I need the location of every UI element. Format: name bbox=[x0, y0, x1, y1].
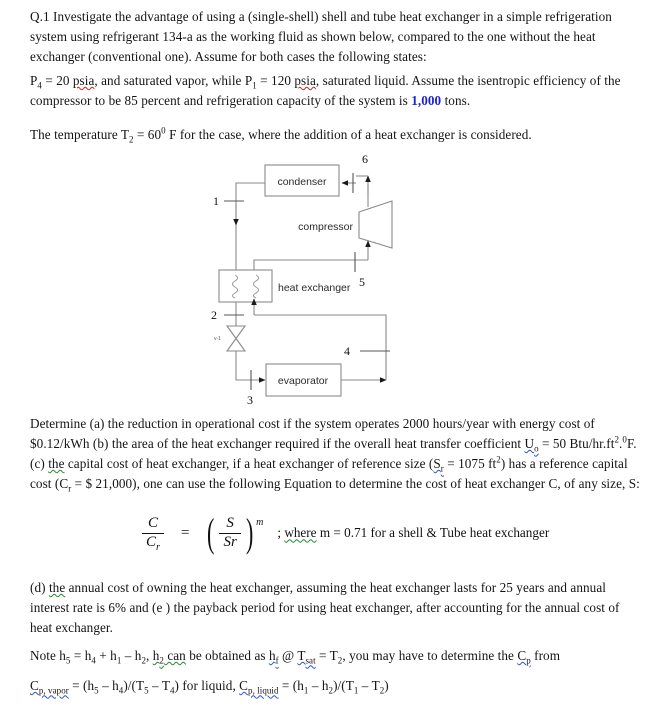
psia-word-1: psia bbox=[72, 73, 95, 88]
temperature-tail: F for the case, where the addition of a heat exchanger is considered. bbox=[165, 127, 532, 142]
note-can-word: can bbox=[163, 648, 186, 663]
tail-prefix: ; bbox=[277, 525, 285, 541]
cp-seg-d: – T bbox=[148, 678, 170, 693]
temperature-equals: = 60 bbox=[133, 127, 162, 142]
degree-superscript-f: 0 bbox=[622, 434, 627, 445]
cp-h4-sub: 4 bbox=[118, 685, 124, 696]
note-h1-sub: 1 bbox=[116, 655, 122, 666]
equation-equals-sign: = bbox=[179, 524, 191, 541]
cp-seg-a: = (h bbox=[68, 678, 95, 693]
equation-numerator-c: C bbox=[147, 515, 158, 531]
cp-liquid-subscript: p, liquid bbox=[248, 685, 279, 696]
note-lead: Note h bbox=[30, 648, 66, 663]
state-label-6: 6 bbox=[362, 152, 368, 166]
note-h5-sub: 5 bbox=[65, 655, 71, 666]
p1-symbol: P bbox=[244, 73, 253, 88]
p1-subscript: 1 bbox=[252, 80, 257, 91]
note-seg-e: be obtained as bbox=[185, 648, 269, 663]
note-t2-sub: 2 bbox=[337, 655, 343, 666]
note-hf-sub: f bbox=[275, 655, 279, 666]
cp-t4-sub: 4 bbox=[169, 685, 175, 696]
parenthesized-ratio bbox=[204, 510, 264, 556]
note-h2-word-sub: 2 bbox=[159, 655, 164, 666]
note-h4-sub: 4 bbox=[91, 655, 96, 666]
refrigeration-cycle-diagram bbox=[196, 152, 448, 404]
exponent-m: m bbox=[256, 517, 264, 528]
fraction-s-over-sr bbox=[219, 516, 240, 551]
note-h2-word: h bbox=[152, 648, 160, 663]
state-label-2: 2 bbox=[211, 308, 217, 322]
determine-seg-f: = 1075 ft bbox=[443, 456, 497, 471]
degree-superscript: 0 bbox=[161, 125, 166, 136]
cp-seg-i: – T bbox=[358, 678, 380, 693]
note-tsat-sub: sat bbox=[305, 655, 316, 666]
cp-t2-sub: 2 bbox=[379, 685, 385, 696]
p1-value: = 120 bbox=[256, 73, 295, 88]
paren-open: ( bbox=[207, 510, 215, 556]
cr-base: C bbox=[146, 533, 157, 550]
throttle-valve-shape bbox=[227, 326, 245, 351]
cp-t1-sub: 1 bbox=[353, 685, 359, 696]
cp-vapor-symbol: C bbox=[30, 678, 39, 693]
note-seg-f: @ bbox=[278, 648, 298, 663]
capacity-value: 1,000 bbox=[411, 93, 442, 108]
question-label: Q.1 bbox=[30, 9, 50, 24]
note-cp-sub: p bbox=[526, 655, 531, 666]
line-hx-to-5 bbox=[254, 260, 368, 270]
paren-close: ) bbox=[245, 510, 254, 556]
cr-subscript: r bbox=[68, 483, 72, 494]
capacity-unit: tons. bbox=[441, 93, 471, 108]
cost-scaling-equation bbox=[140, 510, 550, 556]
p4-value: = 20 bbox=[41, 73, 73, 88]
fraction-c-over-cr bbox=[142, 516, 164, 551]
compressor-shape bbox=[359, 201, 392, 248]
psia-word-2: psia bbox=[294, 73, 316, 88]
determine-seg-d: F. (c) bbox=[30, 436, 637, 471]
cp-seg-j: ) bbox=[384, 678, 389, 693]
paragraph-determine bbox=[30, 414, 642, 494]
state-label-5: 5 bbox=[359, 275, 365, 289]
determine-seg-g: ) has a reference capital cost (C bbox=[30, 456, 628, 491]
part-d-text: annual cost of owning the heat exchanger, assuming the heat exchanger lasts for 25 years and annual interest rate is 6% and (e ) the payback period for using heat exchanger, after accounting for the annual cost of heat exchanger. bbox=[30, 580, 620, 635]
ft-superscript: 2 bbox=[614, 434, 620, 445]
states-mid: , and saturated vapor, while bbox=[94, 73, 245, 88]
cp-seg-g: – h bbox=[308, 678, 329, 693]
equation-denominator-sr: Sr bbox=[223, 533, 237, 550]
valve-label: v-1 bbox=[214, 336, 221, 342]
cr-sub-eq: r bbox=[156, 541, 160, 553]
u-symbol: U bbox=[524, 436, 535, 451]
u-subscript: o bbox=[534, 443, 539, 454]
compressor-label: compressor bbox=[298, 221, 353, 233]
p4-symbol: P bbox=[30, 73, 38, 88]
cp-seg-b: – h bbox=[98, 678, 119, 693]
ft2-superscript: 2 bbox=[496, 454, 501, 465]
determine-seg-a: Determine (a) the reduction in operational cost if the system operates 2000 hours/year with energy cost of $0.12/kWh (b) the area of the heat exchanger required if the overall heat transfer coefficient bbox=[30, 416, 595, 451]
cp-h2-sub: 2 bbox=[328, 685, 334, 696]
the-word-d: the bbox=[48, 580, 66, 595]
temperature-lead: The temperature T bbox=[30, 127, 130, 142]
cp-liquid-symbol: C bbox=[239, 678, 249, 693]
paragraph-part-d bbox=[30, 578, 644, 638]
determine-seg-b: = 50 Btu/hr.ft bbox=[538, 436, 615, 451]
cp-vapor-subscript: p, vapor bbox=[38, 685, 69, 696]
cp-seg-h: )/(T bbox=[333, 678, 354, 693]
note-h2-sub: 2 bbox=[141, 655, 146, 666]
state-label-3: 3 bbox=[247, 393, 253, 404]
equation-denominator-cr bbox=[142, 535, 164, 551]
paragraph-intro bbox=[30, 7, 646, 67]
p4-subscript: 4 bbox=[37, 80, 42, 91]
note-seg-b: + h bbox=[95, 648, 117, 663]
determine-seg-e: capital cost of heat exchanger, if a heat exchanger of reference size ( bbox=[64, 456, 434, 471]
the-word-c: the bbox=[48, 456, 65, 471]
paragraph-temperature bbox=[30, 125, 646, 145]
note-tsat-word: T bbox=[297, 648, 306, 663]
tail-text: m = 0.71 for a shell & Tube heat exchanger bbox=[316, 525, 550, 541]
determine-seg-c: . bbox=[619, 436, 623, 451]
intro-text: Investigate the advantage of using a (single-shell) shell and tube heat exchanger in a simple refrigeration system using refrigerant 134-a as the working fluid as shown below, compared to the one without the heat exchanger (conventional one). Assume for both cases the following states: bbox=[30, 9, 612, 64]
note-seg-h: , you may have to determine the bbox=[342, 648, 518, 663]
heat-exchanger-label: heat exchanger bbox=[278, 282, 351, 294]
paragraph-note bbox=[30, 646, 644, 666]
heat-exchanger-box bbox=[219, 270, 272, 302]
s-symbol: S bbox=[433, 456, 441, 471]
evaporator-label: evaporator bbox=[277, 375, 329, 387]
t2-subscript: 2 bbox=[129, 134, 134, 145]
note-seg-i: from bbox=[530, 648, 561, 663]
paragraph-cp-definitions bbox=[30, 676, 644, 696]
s-subscript: r bbox=[440, 463, 444, 474]
paragraph-states bbox=[30, 71, 646, 111]
note-seg-d: , bbox=[146, 648, 153, 663]
note-cp-word: C bbox=[517, 648, 527, 663]
cp-seg-e: ) for liquid, bbox=[174, 678, 240, 693]
cp-seg-c: )/(T bbox=[123, 678, 145, 693]
equation-tail bbox=[277, 525, 549, 541]
equation-numerator-s: S bbox=[226, 515, 234, 531]
part-d-lead: (d) bbox=[30, 580, 49, 595]
cp-h1-sub: 1 bbox=[303, 685, 309, 696]
determine-seg-h: = $ 21,000), one can use the following Equation to determine the cost of heat exchanger C, of any size, S: bbox=[71, 476, 640, 491]
note-hf-word: h bbox=[268, 648, 276, 663]
note-seg-a: = h bbox=[70, 648, 92, 663]
state-label-4: 4 bbox=[344, 344, 350, 358]
cp-h5-sub: 5 bbox=[94, 685, 99, 696]
states-tail: , saturated liquid. Assume the isentropic efficiency of the compressor to be 85 percent and refrigeration capacity of the system is bbox=[30, 73, 621, 108]
condenser-label: condenser bbox=[277, 176, 327, 188]
note-seg-c: – h bbox=[121, 648, 142, 663]
state-label-1: 1 bbox=[213, 194, 219, 208]
note-seg-g: = T bbox=[315, 648, 338, 663]
where-word: where bbox=[284, 525, 317, 541]
cp-seg-f: = (h bbox=[278, 678, 304, 693]
cp-t5-sub: 5 bbox=[144, 685, 149, 696]
